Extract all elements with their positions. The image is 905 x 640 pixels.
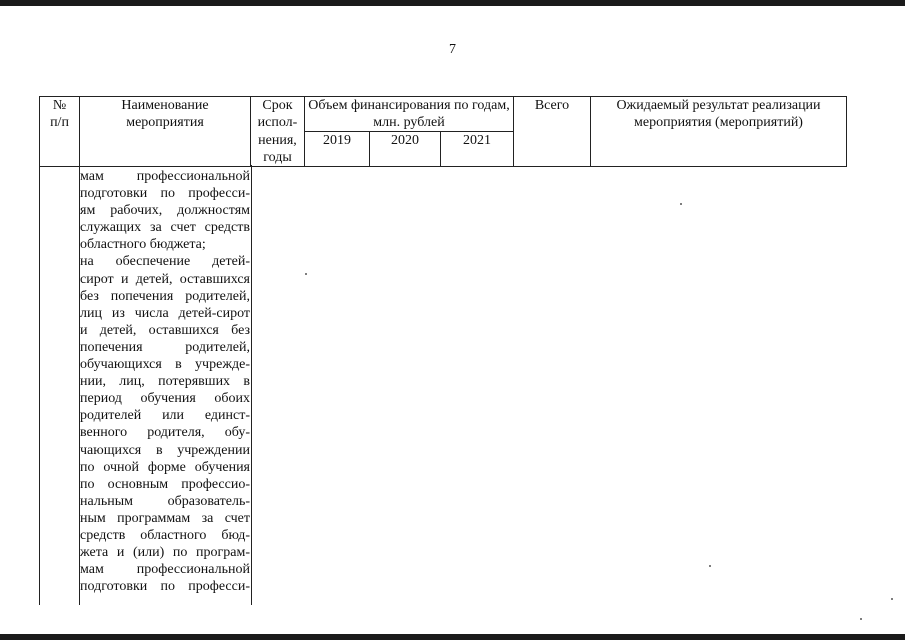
header-term-top-label: Срок испол- bbox=[257, 98, 298, 130]
activity-description-line: без попечения родителей, bbox=[80, 288, 250, 304]
activity-description-line: период обучения обоих bbox=[80, 391, 250, 407]
scan-speck bbox=[891, 598, 893, 600]
table-header bbox=[39, 96, 847, 167]
header-cell-name bbox=[80, 97, 251, 167]
activity-description-line: и детей, оставшихся без bbox=[80, 322, 250, 338]
activity-description bbox=[80, 168, 250, 595]
header-cell-result bbox=[591, 97, 847, 167]
activity-description-line: сирот и детей, оставшихся bbox=[80, 271, 250, 287]
scan-edge-bottom bbox=[0, 634, 905, 640]
header-cell-year-2020 bbox=[370, 132, 441, 167]
activity-description-line: лиц из числа детей-сирот bbox=[80, 305, 250, 321]
activity-description-line: мам профессиональной bbox=[80, 169, 250, 184]
activity-description-line: по очной форме обучения bbox=[80, 459, 250, 475]
header-cell-term-bottom bbox=[251, 132, 305, 167]
header-term-bottom-label: нения, годы bbox=[258, 132, 297, 165]
header-name-label: Наименование мероприятия bbox=[121, 98, 209, 130]
activity-description-line: обучающихся в учрежде- bbox=[80, 357, 250, 373]
activity-description-line: венного родителя, обу- bbox=[80, 425, 250, 441]
header-cell-year-2019 bbox=[305, 132, 370, 167]
activity-description-line: на обеспечение детей- bbox=[80, 254, 250, 270]
header-year-2021: 2021 bbox=[463, 133, 491, 148]
activity-description-line: средств областного бюд- bbox=[80, 527, 250, 543]
activity-description-line: родителей или единст- bbox=[80, 408, 250, 424]
header-cell-term-top bbox=[251, 97, 305, 132]
activity-description-line: областного бюджета; bbox=[80, 237, 206, 253]
activity-description-line: жета и (или) по програм- bbox=[80, 545, 250, 561]
header-cell-funding bbox=[305, 97, 514, 132]
scan-speck bbox=[860, 618, 862, 620]
header-year-2019: 2019 bbox=[323, 133, 351, 148]
header-result-label: Ожидаемый результат реализации мероприятия (мероприятий) bbox=[616, 98, 821, 130]
scan-speck bbox=[305, 273, 307, 275]
activity-description-line: попечения родителей, bbox=[80, 339, 250, 355]
header-funding-label: Объем финансирования по годам, млн. рублей bbox=[308, 98, 510, 130]
activity-description-line: нии, лиц, потерявших в bbox=[80, 374, 250, 390]
header-year-2020: 2020 bbox=[391, 133, 419, 148]
page-number: 7 bbox=[449, 42, 456, 57]
activity-description-line: ным программам за счет bbox=[80, 510, 250, 526]
scan-edge-top bbox=[0, 0, 905, 6]
activity-description-line: мам профессиональной bbox=[80, 562, 250, 578]
table-body-left-rule bbox=[39, 165, 40, 605]
activity-description-line: ям рабочих, должностям bbox=[80, 203, 250, 219]
activity-description-line: служащих за счет средств bbox=[80, 220, 250, 236]
header-total-label: Всего bbox=[534, 98, 570, 113]
activity-description-line: подготовки по професси- bbox=[80, 579, 250, 595]
activity-description-line: по основным профессио- bbox=[80, 476, 250, 492]
scan-speck bbox=[680, 203, 682, 205]
header-cell-number bbox=[40, 97, 80, 167]
header-number-label: № п/п bbox=[50, 98, 69, 130]
activity-description-line: нальным образователь- bbox=[80, 493, 250, 509]
header-cell-year-2021 bbox=[441, 132, 514, 167]
activity-description-line: подготовки по професси- bbox=[80, 186, 250, 202]
scan-speck bbox=[709, 565, 711, 567]
header-cell-total bbox=[514, 97, 591, 167]
activity-description-line: чающихся в учреждении bbox=[80, 442, 250, 458]
